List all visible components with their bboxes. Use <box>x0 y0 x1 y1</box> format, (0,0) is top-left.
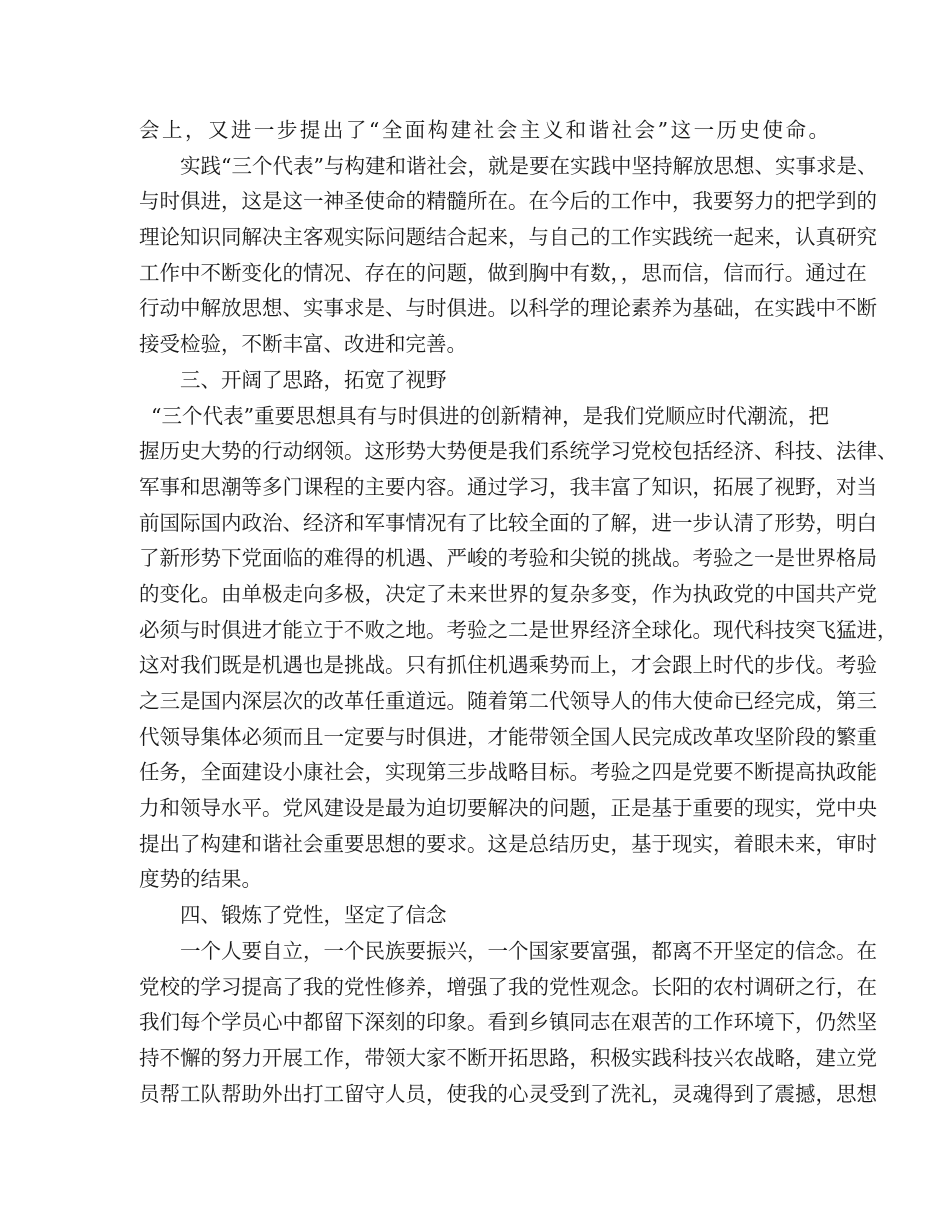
text-line: 之三是国内深层次的改革任重道远。随着第二代领导人的伟大使命已经完成，第三 <box>139 689 877 713</box>
text-line: 持不懈的努力开展工作，带领大家不断开拓思路，积极实践科技兴农战略，建立党 <box>139 1045 877 1070</box>
paragraph-last-line: 度势的结果。 <box>139 867 262 892</box>
section-heading: 三、开阔了思路，拓宽了视野 <box>180 367 447 392</box>
paragraph-first-line: 一个人要自立，一个民族要振兴，一个国家要富强，都离不开坚定的信念。在 <box>180 938 877 963</box>
text-line: 会上，又进一步提出了“全面构建社会主义和谐社会”这一历史使命。 <box>139 118 829 142</box>
paragraph-first-line: “三个代表”重要思想具有与时俱进的创新精神，是我们党顺应时代潮流，把 <box>151 403 829 428</box>
text-line: 工作中不断变化的情况、存在的问题，做到胸中有数，，思而信，信而行。通过在 <box>139 260 867 285</box>
text-line: 员帮工队帮助外出打工留守人员，使我的心灵受到了洗礼，灵魂得到了震撼，思想 <box>139 1081 877 1106</box>
text-line: 力和领导水平。党风建设是最为迫切要解决的问题，正是基于重要的现实，党中央 <box>139 796 877 821</box>
text-line: 与时俱进，这是这一神圣使命的精髓所在。在今后的工作中，我要努力的把学到的 <box>139 189 877 214</box>
paragraph-last-line: 接受检验，不断丰富、改进和完善。 <box>139 332 467 357</box>
text-line: 必须与时俱进才能立于不败之地。考验之二是世界经济全球化。现代科技突飞猛进， <box>139 617 898 642</box>
section-heading: 四、锻炼了党性，坚定了信念 <box>180 903 447 928</box>
text-line: 前国际国内政治、经济和军事情况有了比较全面的了解，进一步认清了形势，明白 <box>139 510 877 535</box>
text-line: 理论知识同解决主客观实际问题结合起来，与自己的工作实践统一起来，认真研究 <box>139 225 877 250</box>
text-line: 这对我们既是机遇也是挑战。只有抓住机遇乘势而上，才会跟上时代的步伐。考验 <box>139 653 877 678</box>
document-body <box>139 113 898 1112</box>
text-line: 提出了构建和谐社会重要思想的要求。这是总结历史，基于现实，着眼未来，审时 <box>139 831 877 856</box>
text-line: 的变化。由单极走向多极，决定了未来世界的复杂多变，作为执政党的中国共产党 <box>139 581 877 606</box>
text-line: 了新形势下党面临的难得的机遇、严峻的考验和尖锐的挑战。考验之一是世界格局 <box>139 546 877 571</box>
text-line: 我们每个学员心中都留下深刻的印象。看到乡镇同志在艰苦的工作环境下，仍然坚 <box>139 1010 877 1035</box>
text-line: 党校的学习提高了我的党性修养，增强了我的党性观念。长阳的农村调研之行，在 <box>139 974 877 999</box>
text-line: 行动中解放思想、实事求是、与时俱进。以科学的理论素养为基础，在实践中不断 <box>139 296 877 321</box>
text-line: 代领导集体必须而且一定要与时俱进，才能带领全国人民完成改革攻坚阶段的繁重 <box>139 724 877 749</box>
text-line: 任务，全面建设小康社会，实现第三步战略目标。考验之四是党要不断提高执政能 <box>139 760 877 785</box>
text-line: 握历史大势的行动纲领。这形势大势便是我们系统学习党校包括经济、科技、法律、 <box>139 439 898 464</box>
paragraph-first-line: 实践“三个代表”与构建和谐社会，就是要在实践中坚持解放思想、实事求是、 <box>180 153 878 178</box>
text-line: 军事和思潮等多门课程的主要内容。通过学习，我丰富了知识，拓展了视野，对当 <box>139 474 877 499</box>
